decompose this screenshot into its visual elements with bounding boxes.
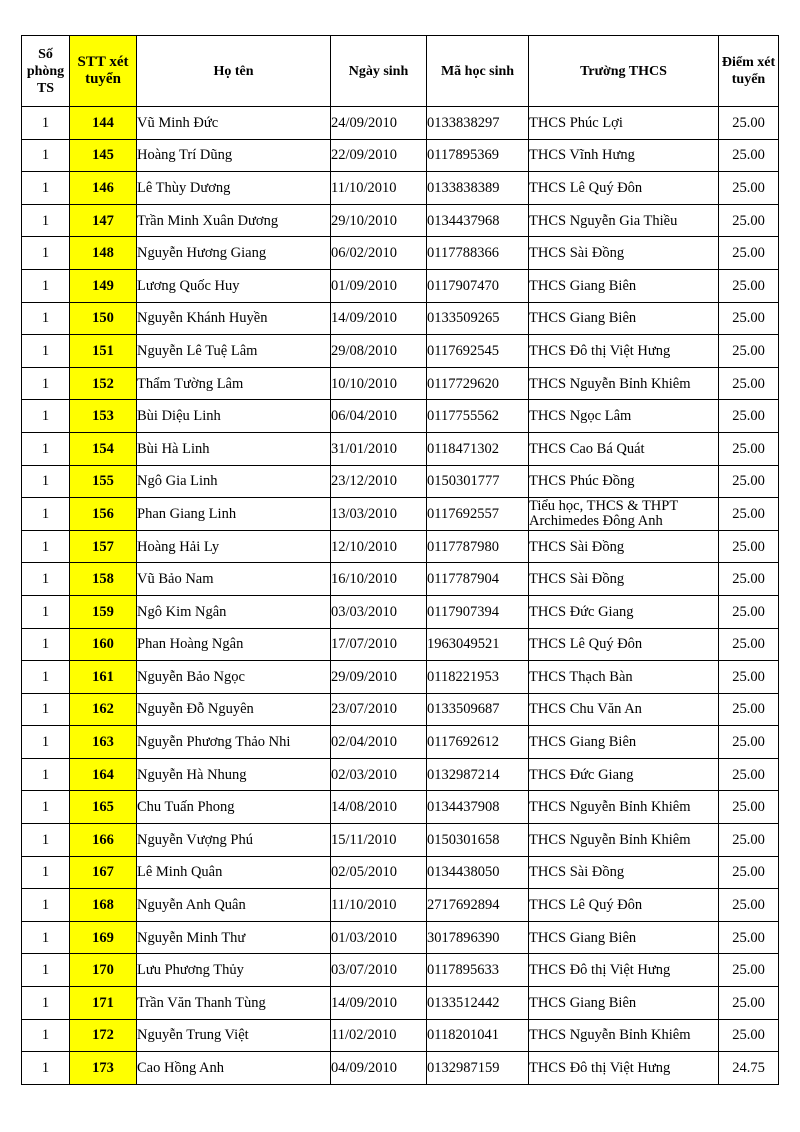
cell-room: 1 bbox=[22, 954, 70, 987]
cell-dob: 12/10/2010 bbox=[331, 530, 427, 563]
cell-stt: 152 bbox=[70, 367, 137, 400]
cell-name: Trần Minh Xuân Dương bbox=[137, 204, 331, 237]
cell-room: 1 bbox=[22, 661, 70, 694]
cell-student-code: 0117895369 bbox=[427, 139, 529, 172]
cell-name: Vũ Minh Đức bbox=[137, 107, 331, 140]
table-row bbox=[22, 302, 779, 335]
cell-dob: 14/08/2010 bbox=[331, 791, 427, 824]
cell-stt: 173 bbox=[70, 1052, 137, 1085]
cell-name: Nguyễn Trung Việt bbox=[137, 1019, 331, 1052]
cell-stt: 159 bbox=[70, 595, 137, 628]
cell-stt: 160 bbox=[70, 628, 137, 661]
cell-name: Lương Quốc Huy bbox=[137, 269, 331, 302]
cell-room: 1 bbox=[22, 1052, 70, 1085]
cell-school-text: Tiểu học, THCS & THPT Archimedes Đông Anh bbox=[529, 499, 678, 529]
cell-school bbox=[529, 498, 719, 531]
cell-school: THCS Vĩnh Hưng bbox=[529, 139, 719, 172]
cell-stt: 153 bbox=[70, 400, 137, 433]
cell-dob: 31/01/2010 bbox=[331, 432, 427, 465]
cell-school: THCS Chu Văn An bbox=[529, 693, 719, 726]
cell-stt: 165 bbox=[70, 791, 137, 824]
cell-student-code: 0117729620 bbox=[427, 367, 529, 400]
cell-dob: 04/09/2010 bbox=[331, 1052, 427, 1085]
cell-school: THCS Đức Giang bbox=[529, 595, 719, 628]
cell-name: Ngô Gia Linh bbox=[137, 465, 331, 498]
cell-score: 25.00 bbox=[719, 628, 779, 661]
cell-school: THCS Cao Bá Quát bbox=[529, 432, 719, 465]
cell-student-code: 0117907470 bbox=[427, 269, 529, 302]
cell-school: THCS Lê Quý Đôn bbox=[529, 628, 719, 661]
cell-name: Trần Văn Thanh Tùng bbox=[137, 987, 331, 1020]
cell-name: Vũ Bảo Nam bbox=[137, 563, 331, 596]
cell-stt: 164 bbox=[70, 758, 137, 791]
cell-student-code: 0117895633 bbox=[427, 954, 529, 987]
table-row bbox=[22, 758, 779, 791]
cell-name: Hoàng Trí Dũng bbox=[137, 139, 331, 172]
cell-dob: 11/10/2010 bbox=[331, 172, 427, 205]
cell-score: 25.00 bbox=[719, 693, 779, 726]
cell-school: THCS Sài Đồng bbox=[529, 237, 719, 270]
cell-stt: 154 bbox=[70, 432, 137, 465]
cell-room: 1 bbox=[22, 628, 70, 661]
header-dob: Ngày sinh bbox=[331, 36, 427, 107]
cell-dob: 01/09/2010 bbox=[331, 269, 427, 302]
cell-dob: 13/03/2010 bbox=[331, 498, 427, 531]
cell-room: 1 bbox=[22, 237, 70, 270]
cell-school: THCS Sài Đồng bbox=[529, 856, 719, 889]
cell-dob: 17/07/2010 bbox=[331, 628, 427, 661]
cell-room: 1 bbox=[22, 1019, 70, 1052]
cell-room: 1 bbox=[22, 921, 70, 954]
cell-score: 25.00 bbox=[719, 465, 779, 498]
cell-score: 25.00 bbox=[719, 302, 779, 335]
cell-room: 1 bbox=[22, 139, 70, 172]
table-row bbox=[22, 889, 779, 922]
cell-school: THCS Thạch Bàn bbox=[529, 661, 719, 694]
cell-score: 25.00 bbox=[719, 204, 779, 237]
cell-stt: 156 bbox=[70, 498, 137, 531]
cell-student-code: 3017896390 bbox=[427, 921, 529, 954]
cell-name: Nguyễn Hà Nhung bbox=[137, 758, 331, 791]
cell-score: 25.00 bbox=[719, 400, 779, 433]
cell-name: Lê Thùy Dương bbox=[137, 172, 331, 205]
cell-stt: 146 bbox=[70, 172, 137, 205]
cell-school: THCS Đô thị Việt Hưng bbox=[529, 954, 719, 987]
cell-student-code: 0150301777 bbox=[427, 465, 529, 498]
cell-student-code: 0134437908 bbox=[427, 791, 529, 824]
cell-school: THCS Đô thị Việt Hưng bbox=[529, 1052, 719, 1085]
cell-name: Nguyễn Anh Quân bbox=[137, 889, 331, 922]
cell-score: 25.00 bbox=[719, 563, 779, 596]
cell-school: THCS Nguyễn Bỉnh Khiêm bbox=[529, 824, 719, 857]
cell-dob: 02/03/2010 bbox=[331, 758, 427, 791]
cell-dob: 11/10/2010 bbox=[331, 889, 427, 922]
cell-student-code: 1963049521 bbox=[427, 628, 529, 661]
cell-school: THCS Nguyễn Bỉnh Khiêm bbox=[529, 791, 719, 824]
cell-school: THCS Ngọc Lâm bbox=[529, 400, 719, 433]
cell-dob: 11/02/2010 bbox=[331, 1019, 427, 1052]
cell-school: THCS Đô thị Việt Hưng bbox=[529, 335, 719, 368]
table-row bbox=[22, 1019, 779, 1052]
cell-room: 1 bbox=[22, 726, 70, 759]
cell-room: 1 bbox=[22, 367, 70, 400]
cell-score: 25.00 bbox=[719, 661, 779, 694]
cell-dob: 29/10/2010 bbox=[331, 204, 427, 237]
cell-school: THCS Giang Biên bbox=[529, 302, 719, 335]
cell-room: 1 bbox=[22, 302, 70, 335]
header-score: Điểm xét tuyển bbox=[719, 36, 779, 107]
cell-room: 1 bbox=[22, 693, 70, 726]
cell-room: 1 bbox=[22, 107, 70, 140]
cell-dob: 29/09/2010 bbox=[331, 661, 427, 694]
cell-dob: 03/07/2010 bbox=[331, 954, 427, 987]
cell-dob: 10/10/2010 bbox=[331, 367, 427, 400]
cell-dob: 02/04/2010 bbox=[331, 726, 427, 759]
cell-score: 24.75 bbox=[719, 1052, 779, 1085]
cell-student-code: 0133512442 bbox=[427, 987, 529, 1020]
cell-name: Nguyễn Hương Giang bbox=[137, 237, 331, 270]
cell-room: 1 bbox=[22, 400, 70, 433]
table-header-row bbox=[22, 36, 779, 107]
table-row bbox=[22, 791, 779, 824]
cell-room: 1 bbox=[22, 563, 70, 596]
cell-score: 25.00 bbox=[719, 791, 779, 824]
cell-stt: 162 bbox=[70, 693, 137, 726]
cell-room: 1 bbox=[22, 204, 70, 237]
table-row bbox=[22, 400, 779, 433]
cell-stt: 168 bbox=[70, 889, 137, 922]
cell-student-code: 0117692612 bbox=[427, 726, 529, 759]
cell-name: Chu Tuấn Phong bbox=[137, 791, 331, 824]
cell-student-code: 0118201041 bbox=[427, 1019, 529, 1052]
cell-student-code: 2717692894 bbox=[427, 889, 529, 922]
cell-school: THCS Nguyễn Bỉnh Khiêm bbox=[529, 1019, 719, 1052]
cell-name: Nguyễn Phương Thảo Nhi bbox=[137, 726, 331, 759]
cell-name: Lưu Phương Thủy bbox=[137, 954, 331, 987]
cell-stt: 161 bbox=[70, 661, 137, 694]
cell-student-code: 0117788366 bbox=[427, 237, 529, 270]
cell-school: THCS Giang Biên bbox=[529, 726, 719, 759]
table-row bbox=[22, 107, 779, 140]
cell-student-code: 0133838297 bbox=[427, 107, 529, 140]
cell-stt: 170 bbox=[70, 954, 137, 987]
cell-stt: 150 bbox=[70, 302, 137, 335]
cell-school: THCS Nguyễn Gia Thiều bbox=[529, 204, 719, 237]
cell-school: THCS Lê Quý Đôn bbox=[529, 172, 719, 205]
cell-name: Nguyễn Bảo Ngọc bbox=[137, 661, 331, 694]
cell-room: 1 bbox=[22, 595, 70, 628]
table-row bbox=[22, 432, 779, 465]
cell-stt: 151 bbox=[70, 335, 137, 368]
cell-stt: 149 bbox=[70, 269, 137, 302]
cell-score: 25.00 bbox=[719, 726, 779, 759]
cell-name: Cao Hồng Anh bbox=[137, 1052, 331, 1085]
cell-name: Nguyễn Khánh Huyền bbox=[137, 302, 331, 335]
cell-student-code: 0117787980 bbox=[427, 530, 529, 563]
cell-school: THCS Giang Biên bbox=[529, 921, 719, 954]
cell-room: 1 bbox=[22, 889, 70, 922]
cell-score: 25.00 bbox=[719, 824, 779, 857]
cell-student-code: 0150301658 bbox=[427, 824, 529, 857]
cell-stt: 145 bbox=[70, 139, 137, 172]
cell-name: Nguyễn Minh Thư bbox=[137, 921, 331, 954]
cell-room: 1 bbox=[22, 987, 70, 1020]
cell-name: Phan Hoàng Ngân bbox=[137, 628, 331, 661]
cell-stt: 166 bbox=[70, 824, 137, 857]
cell-name: Phan Giang Linh bbox=[137, 498, 331, 531]
cell-dob: 01/03/2010 bbox=[331, 921, 427, 954]
admission-results-table bbox=[21, 35, 779, 1085]
cell-student-code: 0134438050 bbox=[427, 856, 529, 889]
cell-dob: 06/02/2010 bbox=[331, 237, 427, 270]
cell-student-code: 0132987214 bbox=[427, 758, 529, 791]
cell-score: 25.00 bbox=[719, 921, 779, 954]
cell-school: THCS Giang Biên bbox=[529, 987, 719, 1020]
table-row bbox=[22, 824, 779, 857]
table-row bbox=[22, 563, 779, 596]
cell-score: 25.00 bbox=[719, 1019, 779, 1052]
cell-name: Hoàng Hải Ly bbox=[137, 530, 331, 563]
cell-dob: 14/09/2010 bbox=[331, 987, 427, 1020]
table-row bbox=[22, 1052, 779, 1085]
cell-stt: 155 bbox=[70, 465, 137, 498]
cell-dob: 06/04/2010 bbox=[331, 400, 427, 433]
cell-dob: 15/11/2010 bbox=[331, 824, 427, 857]
cell-score: 25.00 bbox=[719, 172, 779, 205]
cell-school: THCS Nguyễn Bỉnh Khiêm bbox=[529, 367, 719, 400]
cell-student-code: 0118221953 bbox=[427, 661, 529, 694]
cell-name: Lê Minh Quân bbox=[137, 856, 331, 889]
cell-stt: 148 bbox=[70, 237, 137, 270]
cell-score: 25.00 bbox=[719, 139, 779, 172]
cell-name: Nguyễn Đỗ Nguyên bbox=[137, 693, 331, 726]
cell-dob: 24/09/2010 bbox=[331, 107, 427, 140]
table-row bbox=[22, 172, 779, 205]
cell-score: 25.00 bbox=[719, 954, 779, 987]
cell-room: 1 bbox=[22, 758, 70, 791]
table-row bbox=[22, 693, 779, 726]
cell-score: 25.00 bbox=[719, 595, 779, 628]
cell-score: 25.00 bbox=[719, 758, 779, 791]
table-row bbox=[22, 335, 779, 368]
cell-student-code: 0133509265 bbox=[427, 302, 529, 335]
table-row bbox=[22, 204, 779, 237]
cell-school: THCS Phúc Lợi bbox=[529, 107, 719, 140]
table-row bbox=[22, 661, 779, 694]
cell-stt: 147 bbox=[70, 204, 137, 237]
header-room: Số phòng TS bbox=[22, 36, 70, 107]
cell-score: 25.00 bbox=[719, 107, 779, 140]
cell-stt: 158 bbox=[70, 563, 137, 596]
cell-student-code: 0133838389 bbox=[427, 172, 529, 205]
cell-student-code: 0134437968 bbox=[427, 204, 529, 237]
cell-student-code: 0118471302 bbox=[427, 432, 529, 465]
header-stt: STT xét tuyển bbox=[70, 36, 137, 107]
cell-student-code: 0117907394 bbox=[427, 595, 529, 628]
cell-dob: 23/12/2010 bbox=[331, 465, 427, 498]
cell-student-code: 0117787904 bbox=[427, 563, 529, 596]
table-row bbox=[22, 498, 779, 531]
cell-name: Thẩm Tường Lâm bbox=[137, 367, 331, 400]
table-row bbox=[22, 954, 779, 987]
cell-name: Ngô Kim Ngân bbox=[137, 595, 331, 628]
cell-score: 25.00 bbox=[719, 889, 779, 922]
cell-school: THCS Đức Giang bbox=[529, 758, 719, 791]
cell-room: 1 bbox=[22, 432, 70, 465]
cell-score: 25.00 bbox=[719, 335, 779, 368]
header-name: Họ tên bbox=[137, 36, 331, 107]
cell-dob: 02/05/2010 bbox=[331, 856, 427, 889]
table-row bbox=[22, 726, 779, 759]
table-row bbox=[22, 921, 779, 954]
cell-room: 1 bbox=[22, 530, 70, 563]
cell-stt: 169 bbox=[70, 921, 137, 954]
cell-dob: 29/08/2010 bbox=[331, 335, 427, 368]
cell-score: 25.00 bbox=[719, 269, 779, 302]
table-row bbox=[22, 856, 779, 889]
table-row bbox=[22, 595, 779, 628]
cell-name: Bùi Diệu Linh bbox=[137, 400, 331, 433]
cell-dob: 16/10/2010 bbox=[331, 563, 427, 596]
cell-stt: 167 bbox=[70, 856, 137, 889]
cell-school: THCS Lê Quý Đôn bbox=[529, 889, 719, 922]
cell-student-code: 0117692545 bbox=[427, 335, 529, 368]
cell-stt: 171 bbox=[70, 987, 137, 1020]
cell-dob: 23/07/2010 bbox=[331, 693, 427, 726]
cell-name: Nguyễn Vượng Phú bbox=[137, 824, 331, 857]
table-row bbox=[22, 465, 779, 498]
cell-stt: 172 bbox=[70, 1019, 137, 1052]
cell-room: 1 bbox=[22, 791, 70, 824]
table-row bbox=[22, 139, 779, 172]
cell-school: THCS Sài Đồng bbox=[529, 530, 719, 563]
cell-school: THCS Phúc Đồng bbox=[529, 465, 719, 498]
cell-student-code: 0132987159 bbox=[427, 1052, 529, 1085]
cell-room: 1 bbox=[22, 465, 70, 498]
table-row bbox=[22, 987, 779, 1020]
cell-stt: 157 bbox=[70, 530, 137, 563]
cell-room: 1 bbox=[22, 172, 70, 205]
cell-dob: 03/03/2010 bbox=[331, 595, 427, 628]
cell-dob: 22/09/2010 bbox=[331, 139, 427, 172]
cell-stt: 163 bbox=[70, 726, 137, 759]
header-school: Trường THCS bbox=[529, 36, 719, 107]
cell-score: 25.00 bbox=[719, 856, 779, 889]
cell-score: 25.00 bbox=[719, 432, 779, 465]
cell-school: THCS Sài Đồng bbox=[529, 563, 719, 596]
cell-student-code: 0117755562 bbox=[427, 400, 529, 433]
cell-name: Nguyễn Lê Tuệ Lâm bbox=[137, 335, 331, 368]
cell-student-code: 0117692557 bbox=[427, 498, 529, 531]
cell-room: 1 bbox=[22, 498, 70, 531]
table-body bbox=[22, 107, 779, 1085]
cell-score: 25.00 bbox=[719, 530, 779, 563]
table-row bbox=[22, 628, 779, 661]
cell-stt: 144 bbox=[70, 107, 137, 140]
cell-score: 25.00 bbox=[719, 498, 779, 531]
table-row bbox=[22, 237, 779, 270]
cell-score: 25.00 bbox=[719, 237, 779, 270]
cell-score: 25.00 bbox=[719, 367, 779, 400]
cell-room: 1 bbox=[22, 824, 70, 857]
cell-school: THCS Giang Biên bbox=[529, 269, 719, 302]
table-row bbox=[22, 269, 779, 302]
cell-room: 1 bbox=[22, 269, 70, 302]
cell-student-code: 0133509687 bbox=[427, 693, 529, 726]
cell-name: Bùi Hà Linh bbox=[137, 432, 331, 465]
table-row bbox=[22, 530, 779, 563]
cell-score: 25.00 bbox=[719, 987, 779, 1020]
cell-room: 1 bbox=[22, 335, 70, 368]
header-student-code: Mã học sinh bbox=[427, 36, 529, 107]
table-row bbox=[22, 367, 779, 400]
cell-dob: 14/09/2010 bbox=[331, 302, 427, 335]
cell-room: 1 bbox=[22, 856, 70, 889]
